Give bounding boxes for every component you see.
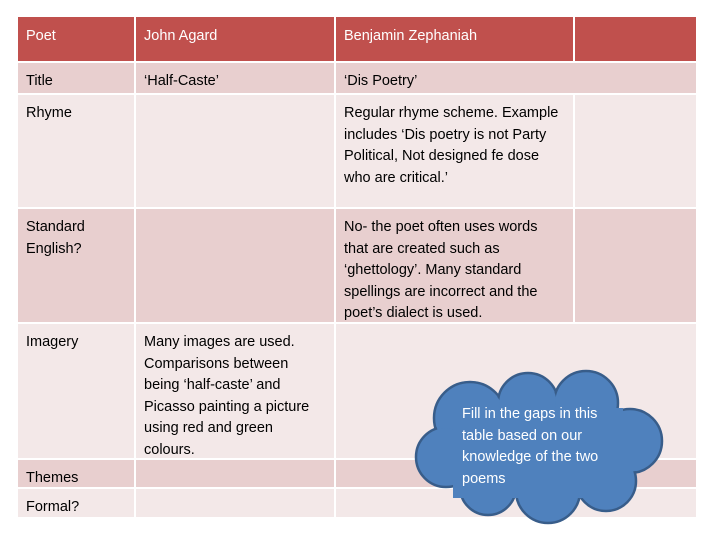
- row-label-standard-english: Standard English?: [18, 209, 136, 324]
- header-benjamin-zephaniah: Benjamin Zephaniah: [336, 17, 575, 63]
- row-label-rhyme: Rhyme: [18, 95, 136, 209]
- cell-extra-standard-english: [575, 209, 698, 324]
- cell-agard-title: ‘Half-Caste’: [136, 63, 336, 95]
- cell-zephaniah-standard-english: No- the poet often uses words that are created such as ‘ghettology’. Many standard spellings are incorrect and the poet’s dialect is used.: [336, 209, 575, 324]
- header-extra: [575, 17, 698, 63]
- cell-agard-themes: [136, 460, 336, 489]
- row-label-title: Title: [18, 63, 136, 95]
- header-john-agard: John Agard: [136, 17, 336, 63]
- cell-agard-imagery: Many images are used. Comparisons between being ‘half-caste’ and Picasso painting a picture using red and green colours.: [136, 324, 336, 460]
- cell-zephaniah-title: ‘Dis Poetry’: [336, 63, 698, 95]
- row-label-formal: Formal?: [18, 489, 136, 519]
- row-label-themes: Themes: [18, 460, 136, 489]
- cell-zephaniah-rhyme: Regular rhyme scheme. Example includes ‘Dis poetry is not Party Political, Not designed fe dose who are critical.’: [336, 95, 575, 209]
- row-label-imagery: Imagery: [18, 324, 136, 460]
- cell-agard-formal: [136, 489, 336, 519]
- header-poet: Poet: [18, 17, 136, 63]
- cell-extra-rhyme: [575, 95, 698, 209]
- cloud-callout-text: Fill in the gaps in this table based on our knowledge of the two poems: [462, 406, 599, 487]
- cell-agard-rhyme: [136, 95, 336, 209]
- cell-agard-standard-english: [136, 209, 336, 324]
